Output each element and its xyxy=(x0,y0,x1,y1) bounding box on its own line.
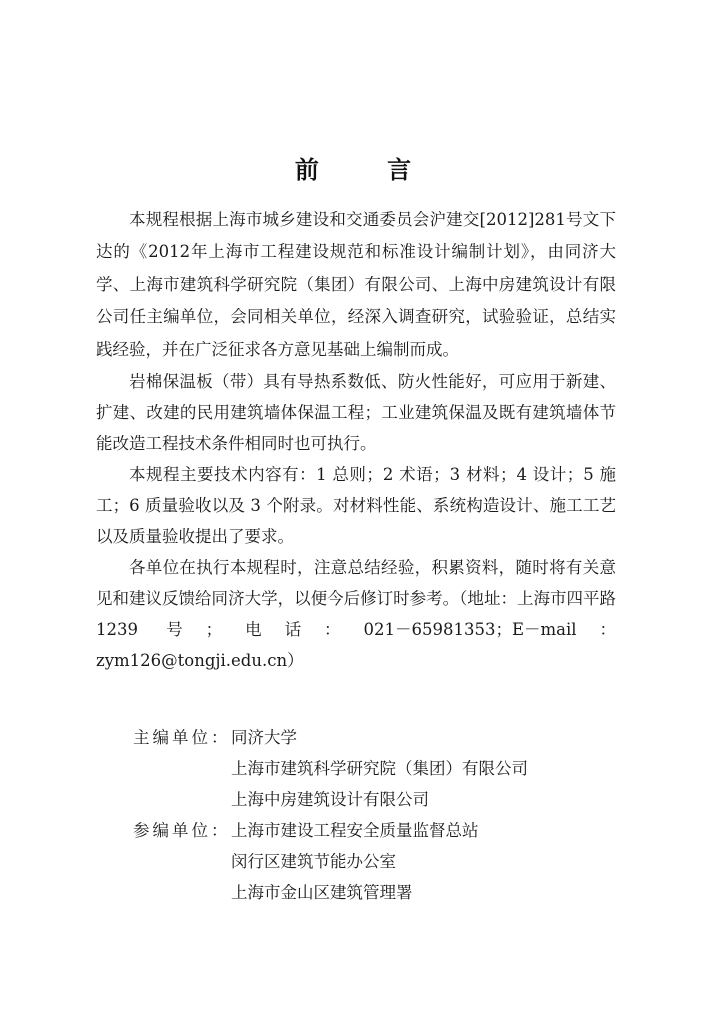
participating-editor-unit: 上海市金山区建筑管理署 xyxy=(231,883,413,902)
participating-editor-label: 参编单位： xyxy=(133,821,228,840)
page-title: 前 言 xyxy=(294,156,442,184)
chief-editor-unit: 同济大学 xyxy=(231,728,297,747)
paragraph-contents: 本规程主要技术内容有：1 总则；2 术语；3 材料；4 设计；5 施工；6 质量验收以及 3 个附录。对材料性能、系统构造设计、施工工艺以及质量验收提出了要求。 xyxy=(96,465,616,547)
chief-editor-label: 主编单位： xyxy=(133,728,228,747)
participating-editor-unit: 闵行区建筑节能办公室 xyxy=(231,852,396,871)
chief-editor-row xyxy=(133,722,613,753)
preface-body xyxy=(96,204,616,676)
chief-editor-unit: 上海中房建筑设计有限公司 xyxy=(231,790,429,809)
paragraph-scope: 岩棉保温板（带）具有导热系数低、防火性能好，可应用于新建、扩建、改建的民用建筑墙体保温工程；工业建筑保温及既有建筑墙体节能改造工程技术条件相同时也可执行。 xyxy=(96,372,616,454)
chief-editor-unit: 上海市建筑科学研究院（集团）有限公司 xyxy=(231,759,528,778)
paragraph-feedback: 各单位在执行本规程时，注意总结经验，积累资料，随时将有关意见和建议反馈给同济大学，以便今后修订时参考。（地址：上海市四平路 1239 号；电话：021－65981353；E－mail：zym126@tongji.edu.cn） xyxy=(96,558,616,671)
participating-editor-unit: 上海市建设工程安全质量监督总站 xyxy=(231,821,479,840)
participating-editor-row xyxy=(133,815,613,846)
editor-credits xyxy=(133,722,613,908)
paragraph-basis: 本规程根据上海市城乡建设和交通委员会沪建交[2012]281号文下达的《2012年上海市工程建设规范和标准设计编制计划》，由同济大学、上海市建筑科学研究院（集团）有限公司、上海中房建筑设计有限公司任主编单位，会同相关单位，经深入调查研究，试验验证，总结实践经验，并在广泛征求各方意见基础上编制而成。 xyxy=(96,210,616,359)
